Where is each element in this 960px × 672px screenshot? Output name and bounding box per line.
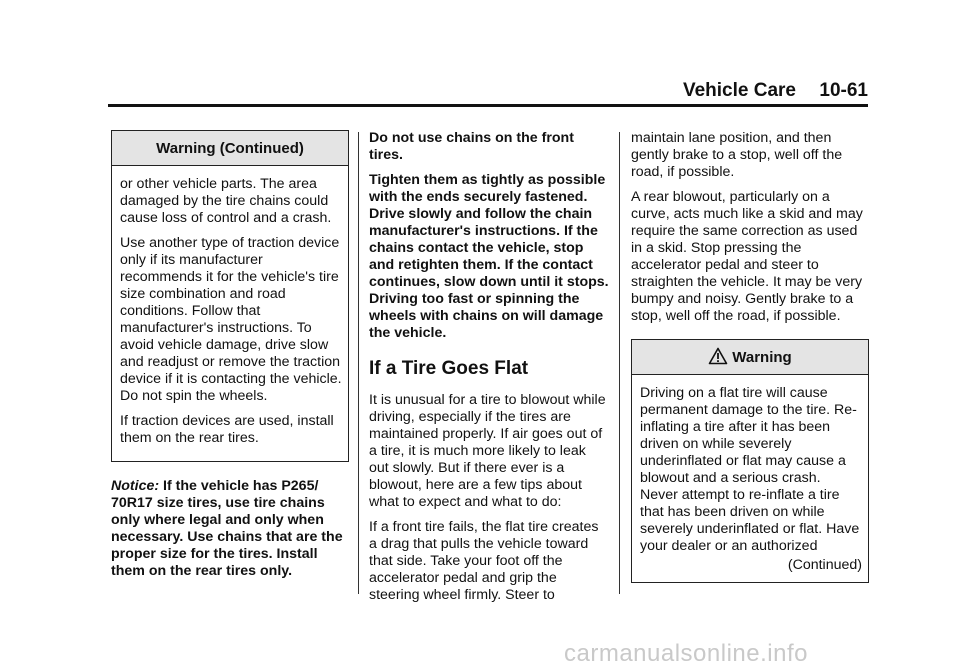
warning-paragraph: or other vehicle parts. The area damaged by the tire chains could cause loss of control and a crash. xyxy=(120,176,332,226)
column-divider-2 xyxy=(619,132,620,594)
warning-box-body xyxy=(632,375,868,582)
header-title: Vehicle Care xyxy=(682,80,796,101)
warning-box xyxy=(631,339,869,583)
warning-paragraph: If traction devices are used, install them on the rear tires. xyxy=(120,413,334,446)
warning-continued-title: Warning (Continued) xyxy=(112,131,348,166)
notice-label: Notice: xyxy=(111,478,160,494)
body-paragraph: maintain lane position, and then gently brake to a stop, well off the road, if possible. xyxy=(631,130,843,180)
header-rule xyxy=(108,104,868,107)
column-2 xyxy=(369,130,609,612)
footer-watermark: carmanualsonline.info xyxy=(564,640,808,667)
warning-box-header xyxy=(632,340,868,375)
page-number: 10-61 xyxy=(819,80,868,101)
column-divider-1 xyxy=(358,132,359,594)
continued-label: (Continued) xyxy=(787,557,862,573)
bold-paragraph: Do not use chains on the front tires. xyxy=(369,130,574,163)
warning-continued-box xyxy=(111,130,349,462)
warning-continued-body xyxy=(112,166,348,461)
body-paragraph: A rear blowout, particularly on a curve, acts much like a skid and may require the same correction as used in a skid. Stop pressing the accelerator pedal and steer to straighten the vehicle. It may be very bumpy and noisy. Gently brake to a stop, well off the road, if possible. xyxy=(631,189,863,324)
page-header xyxy=(108,78,868,106)
section-title: If a Tire Goes Flat xyxy=(369,358,529,379)
column-1 xyxy=(111,130,351,588)
column-3 xyxy=(631,130,871,583)
body-paragraph: It is unusual for a tire to blowout while driving, especially if the tires are maintained properly. If air goes out of a tire, it is much more likely to leak out slowly. But if there ever is a blowout, here are a few tips about what to expect and what to do: xyxy=(369,392,606,510)
notice-paragraph xyxy=(111,478,351,580)
warning-triangle-icon xyxy=(708,343,728,361)
warning-text: Driving on a flat tire will cause permanent damage to the tire. Re-inflating a tire after it has been driven on while severely underinflated or flat may cause a blowout and a serious crash. Never attempt to re-inflate a tire that has been driven on while severely underinflated or flat. Have your dealer or an authorized xyxy=(640,385,860,554)
body-paragraph: If a front tire fails, the flat tire creates a drag that pulls the vehicle toward that side. Take your foot off the accelerator pedal and grip the steering wheel firmly. Steer to xyxy=(369,519,599,603)
bold-paragraph: Tighten them as tightly as possible with the ends securely fastened. Drive slowly and follow the chain manufacturer's instructions. If the chains contact the vehicle, stop and retighten them. If the contact continues, slow down until it stops. Driving too fast or spinning the wheels with chains on will damage the vehicle. xyxy=(369,172,609,341)
warning-paragraph: Use another type of traction device only if its manufacturer recommends it for the vehicle's tire size combination and road conditions. Follow that manufacturer's instructions. To avoid vehicle damage, drive slow and readjust or remove the traction device if it is contacting the vehicle. Do not spin the wheels. xyxy=(120,235,342,404)
notice-text: If the vehicle has P265/ 70R17 size tires, use tire chains only where legal and only when necessary. Use chains that are the proper size for the tires. Install them on the rear tires only. xyxy=(111,478,343,579)
warning-title: Warning xyxy=(732,349,792,366)
